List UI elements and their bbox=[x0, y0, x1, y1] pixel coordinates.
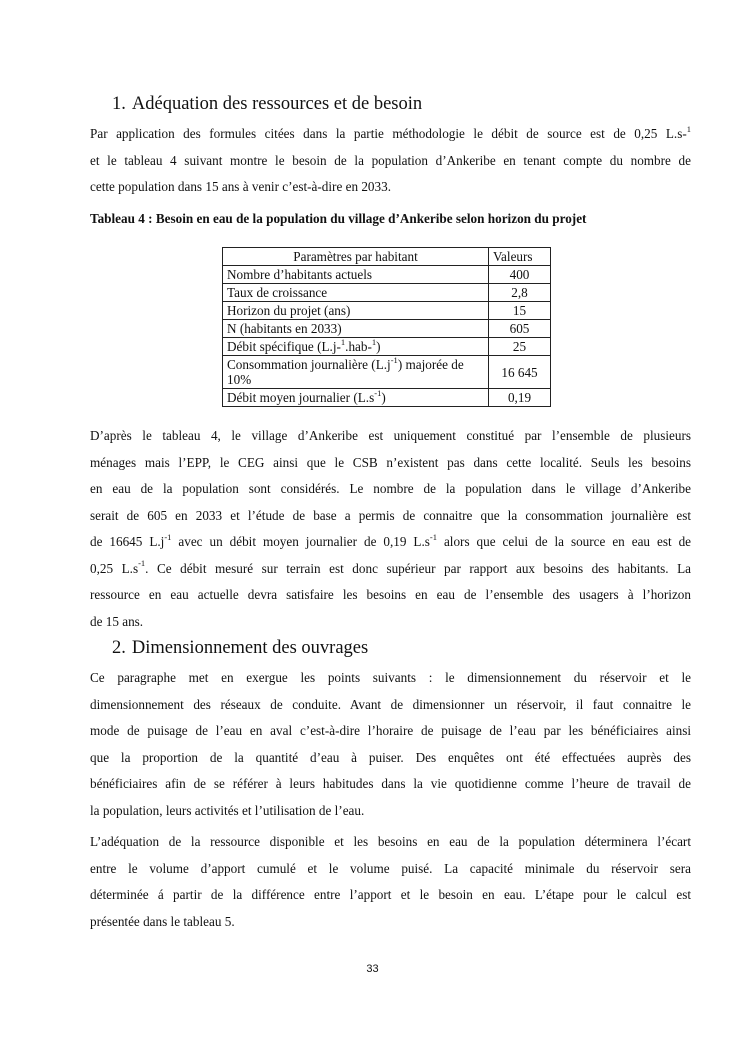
text-line: dimensionnement des réseaux de conduite. Avant de dimensionner un réservoir, il faut connaitre le bbox=[90, 696, 691, 712]
text-line: cette population dans 15 ans à venir c’est-à-dire en 2033. bbox=[90, 179, 392, 194]
superscript: -1 bbox=[374, 387, 382, 398]
text-line: déterminée á partir de la différence entre l’apport et le besoin en eau. L’étape pour le calcul est bbox=[90, 887, 691, 902]
table-row bbox=[223, 389, 551, 407]
text-run: .hab- bbox=[345, 339, 372, 354]
text-run: Consommation journalière (L.j bbox=[227, 357, 391, 372]
superscript: 1 bbox=[686, 123, 691, 134]
table-row bbox=[223, 266, 551, 284]
text-run: Débit moyen journalier (L.s bbox=[227, 390, 375, 405]
param-cell: Horizon du projet (ans) bbox=[223, 302, 489, 320]
text-line: la population, leurs activités et l’utilisation de l’eau. bbox=[90, 802, 365, 818]
text-line bbox=[90, 529, 691, 556]
column-header-parametres: Paramètres par habitant bbox=[223, 248, 489, 266]
text-run: 0,25 L.s bbox=[90, 560, 139, 576]
value-cell: 15 bbox=[489, 302, 551, 320]
param-cell: Nombre d’habitants actuels bbox=[223, 266, 489, 284]
superscript: -1 bbox=[429, 531, 437, 542]
text-line: L’adéquation de la ressource disponible et les besoins en eau de la population déterminera l’écart bbox=[90, 834, 691, 849]
text-run: alors que celui de la source en eau est de bbox=[437, 534, 692, 549]
table-row bbox=[223, 284, 551, 302]
text-line: en eau de la population sont considérés. Le nombre de la population dans le village d’Ankeribe bbox=[90, 481, 691, 496]
text-run: Par application des formules citées dans la partie méthodologie le débit de source est de 0,25 L.s- bbox=[90, 126, 687, 141]
table-row bbox=[223, 302, 551, 320]
param-cell bbox=[223, 338, 489, 356]
superscript: 1 bbox=[340, 336, 346, 347]
text-run: . Ce débit mesuré sur terrain est donc supérieur par rapport aux besoins des habitants. La bbox=[145, 560, 691, 576]
value-cell: 0,19 bbox=[489, 389, 551, 407]
text-run: de 16645 L.j bbox=[90, 534, 165, 549]
text-line: entre le volume d’apport cumulé et le volume puisé. La capacité minimale du réservoir sera bbox=[90, 860, 691, 876]
table-row bbox=[223, 338, 551, 356]
text-line bbox=[90, 121, 691, 148]
text-line: que la proportion de la quantité d’eau à puiser. Des enquêtes ont été effectuées auprès des bbox=[90, 749, 691, 765]
superscript: -1 bbox=[138, 558, 146, 569]
text-line: mode de puisage de l’eau en aval c’est-à-dire l’horaire de puisage de l’eau par les bénéficiaires ainsi bbox=[90, 723, 691, 738]
text-line: D’après le tableau 4, le village d’Ankeribe est uniquement constitué par l’ensemble de plusieurs bbox=[90, 428, 691, 443]
text-run: ) bbox=[376, 339, 381, 354]
section-number: 1. bbox=[112, 94, 126, 114]
param-cell: N (habitants en 2033) bbox=[223, 320, 489, 338]
text-line: bénéficiaires afin de se référer à leurs habitudes dans la vie quotidienne comme l’heure de travail de bbox=[90, 776, 691, 791]
paragraph-analysis bbox=[90, 423, 691, 635]
param-cell: Taux de croissance bbox=[223, 284, 489, 302]
table-besoin-en-eau bbox=[222, 247, 551, 407]
section-title: Adéquation des ressources et de besoin bbox=[131, 94, 423, 114]
superscript: -1 bbox=[390, 354, 398, 365]
value-cell: 400 bbox=[489, 266, 551, 284]
paragraph-intro bbox=[90, 121, 691, 201]
paragraph-dimensionnement bbox=[90, 665, 691, 824]
section-title: Dimensionnement des ouvrages bbox=[131, 638, 369, 658]
text-line: ménages mais l’EPP, le CEG ainsi que le CSB n’existent pas dans cette localité. Seuls les besoins bbox=[90, 454, 691, 470]
text-line: ressource en eau actuelle devra satisfaire les besoins en eau de l’ensemble des usagers à l’horizon bbox=[90, 587, 691, 602]
value-cell: 16 645 bbox=[489, 356, 551, 389]
table-header-row bbox=[223, 248, 551, 266]
text-line: et le tableau 4 suivant montre le besoin de la population d’Ankeribe en tenant compte du nombre de bbox=[90, 152, 691, 168]
section-heading-2 bbox=[112, 637, 368, 659]
value-cell: 2,8 bbox=[489, 284, 551, 302]
page-number: 33 bbox=[366, 963, 379, 975]
paragraph-adequation bbox=[90, 829, 691, 935]
value-cell: 25 bbox=[489, 338, 551, 356]
table-caption: Tableau 4 : Besoin en eau de la population du village d’Ankeribe selon horizon du projet bbox=[90, 211, 587, 226]
table-row bbox=[223, 320, 551, 338]
section-heading-1 bbox=[112, 93, 422, 115]
superscript: -1 bbox=[164, 531, 172, 542]
param-cell bbox=[223, 389, 489, 407]
text-line: serait de 605 en 2033 et l’étude de base a permis de connaitre que la consommation journalière est bbox=[90, 507, 691, 523]
text-run: ) bbox=[381, 390, 386, 405]
param-cell bbox=[223, 356, 489, 389]
column-header-valeurs: Valeurs bbox=[489, 248, 551, 266]
value-cell: 605 bbox=[489, 320, 551, 338]
text-run: avec un débit moyen journalier de 0,19 L.s bbox=[171, 534, 430, 549]
text-line: Ce paragraphe met en exergue les points suivants : le dimensionnement du réservoir et le bbox=[90, 670, 691, 685]
table-row bbox=[223, 356, 551, 389]
text-line: de 15 ans. bbox=[90, 613, 144, 629]
text-run: Débit spécifique (L.j- bbox=[227, 339, 341, 354]
text-line: présentée dans le tableau 5. bbox=[90, 913, 235, 929]
text-line bbox=[90, 556, 691, 583]
section-number: 2. bbox=[112, 638, 126, 658]
superscript: 1 bbox=[371, 336, 377, 347]
text-run: ) majorée de 10% bbox=[227, 357, 464, 387]
